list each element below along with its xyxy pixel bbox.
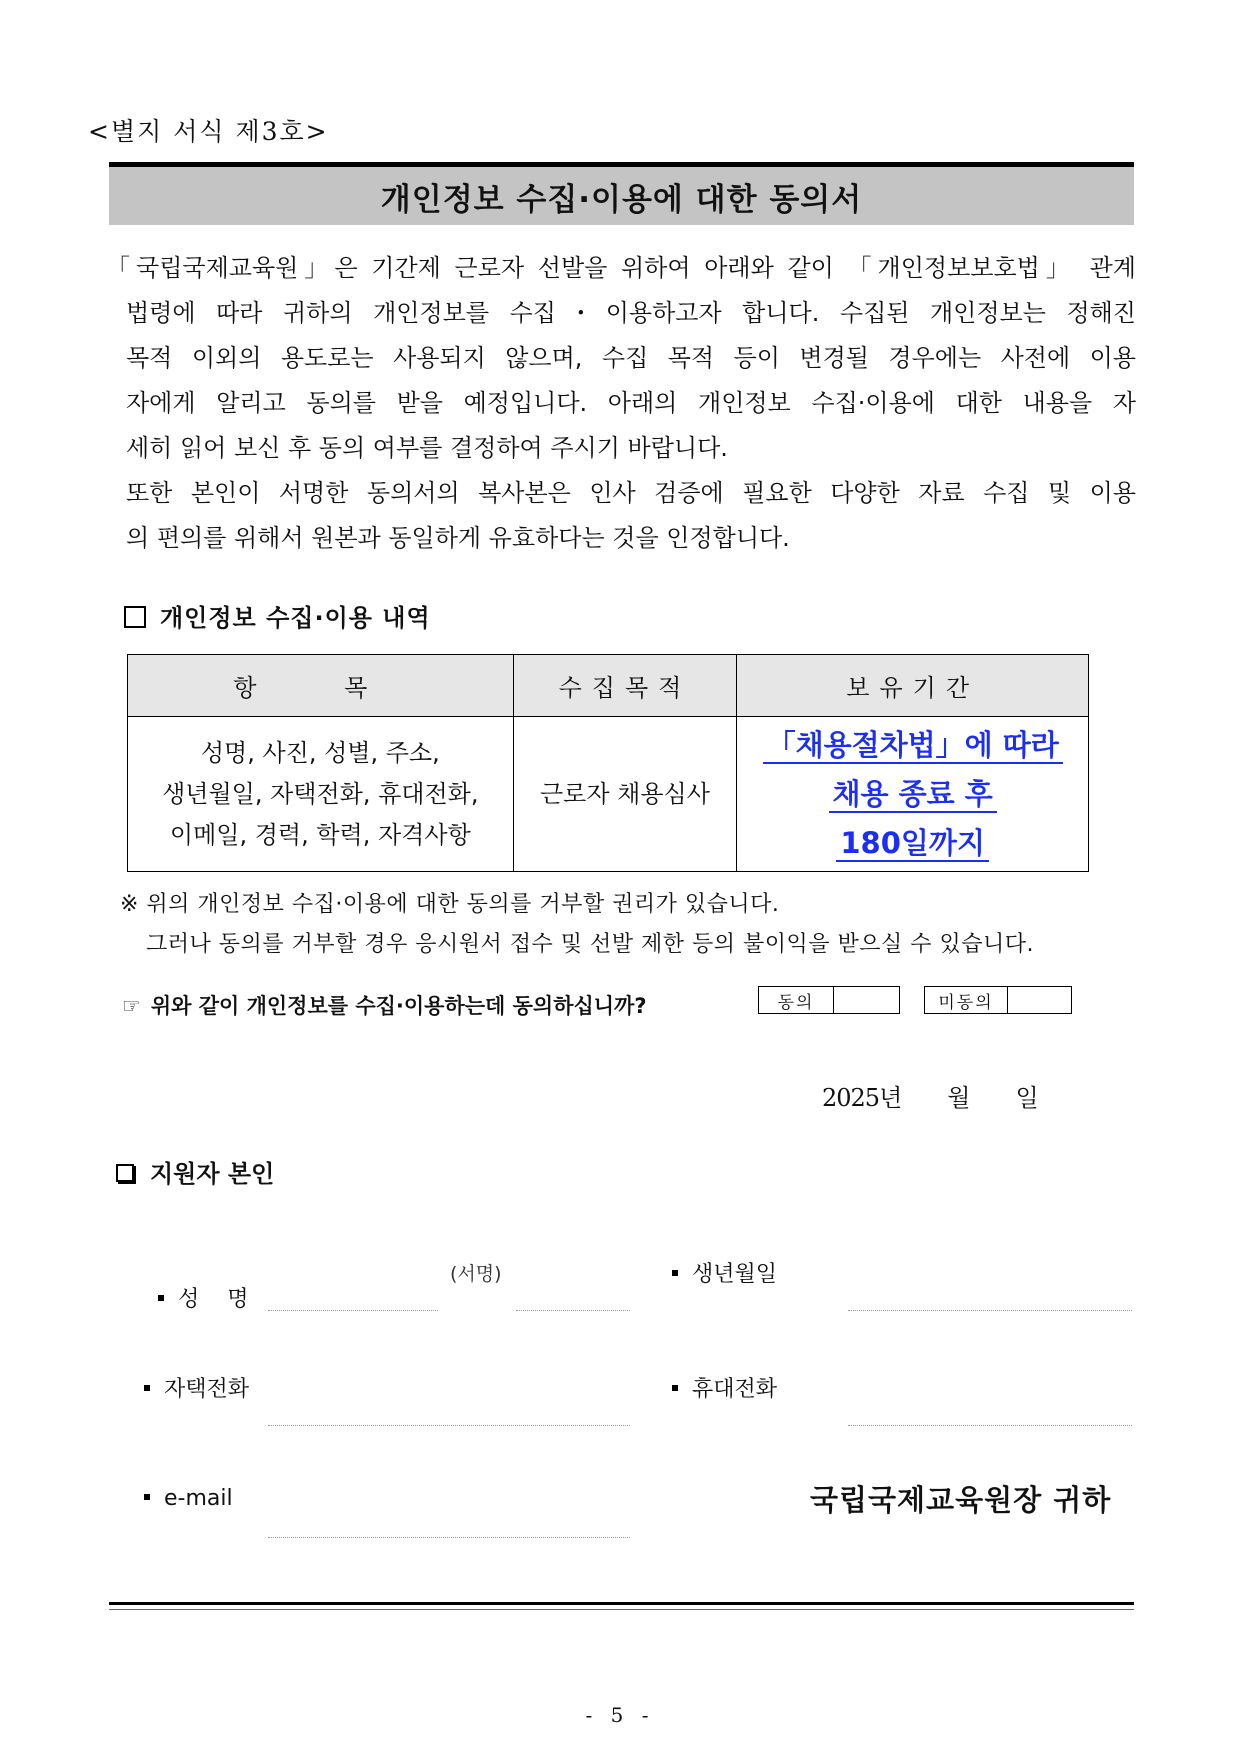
intro-paragraph <box>106 246 1136 561</box>
table-row <box>128 717 1089 872</box>
disagree-checkbox[interactable] <box>924 986 1072 1014</box>
email-input-line[interactable] <box>268 1537 630 1538</box>
agree-mark-box[interactable] <box>834 987 899 1013</box>
bullet-icon <box>144 1385 150 1391</box>
birthdate-label: 생년월일 <box>672 1257 777 1288</box>
items-line: 성명, 사진, 성별, 주소, <box>200 738 440 767</box>
home-phone-input-line[interactable] <box>268 1425 630 1426</box>
mobile-input-line[interactable] <box>848 1425 1132 1426</box>
email-label: e-mail <box>144 1486 233 1511</box>
page-number: - 5 - <box>585 1703 655 1727</box>
mobile-label: 휴대전화 <box>672 1372 777 1403</box>
collection-table <box>127 654 1089 872</box>
bottom-rule-thin <box>109 1609 1134 1610</box>
name-label: 성 명 <box>144 1257 248 1313</box>
date-day: 일 <box>1015 1084 1038 1112</box>
intro-line: 법령에 따라 귀하의 개인정보를 수집・이용하고자 합니다. 수집된 개인정보는 정해진 <box>126 299 1136 327</box>
header-retention: 보유기간 <box>737 655 1089 717</box>
intro-line: 의 편의를 위해서 원본과 동일하게 유효하다는 것을 인정합니다. <box>126 524 790 552</box>
disagree-label: 미동의 <box>925 987 1008 1013</box>
retention-line: 「채용절차법」에 따라 <box>763 728 1063 764</box>
pointing-hand-icon: ☞ <box>122 994 141 1018</box>
intro-line: 세히 읽어 보신 후 동의 여부를 결정하여 주시기 바랍니다. <box>126 434 728 462</box>
disagree-mark-box[interactable] <box>1008 987 1071 1013</box>
birthdate-input-line[interactable] <box>848 1310 1132 1311</box>
notice-line: 그러나 동의를 거부할 경우 응시원서 접수 및 선발 제한 등의 불이익을 받으실 수 있습니다. <box>146 932 1034 957</box>
bottom-rule <box>109 1602 1134 1605</box>
date-line <box>822 1078 1038 1113</box>
consent-question-text: 위와 같이 개인정보를 수집·이용하는데 동의하십니까? <box>150 994 647 1018</box>
intro-line: 「국립국제교육원」은 기간제 근로자 선발을 위하여 아래와 같이 「개인정보보호법」 관계 <box>106 254 1136 282</box>
name-input-line[interactable] <box>268 1310 438 1311</box>
cell-purpose: 근로자 채용심사 <box>513 717 737 872</box>
cell-items <box>128 717 514 872</box>
date-year: 2025년 <box>822 1084 902 1112</box>
notice-line: ※ 위의 개인정보 수집·이용에 대한 동의를 거부할 권리가 있습니다. <box>120 892 780 917</box>
bullet-icon <box>158 1295 164 1301</box>
refusal-notice <box>120 885 1034 965</box>
signature-input-line[interactable] <box>516 1310 630 1311</box>
addressee: 국립국제교육원장 귀하 <box>810 1483 1112 1517</box>
items-line: 생년월일, 자택전화, 휴대전화, <box>162 779 479 808</box>
section-heading-collection <box>124 598 431 633</box>
agree-checkbox[interactable] <box>758 986 900 1014</box>
date-month: 월 <box>947 1084 970 1112</box>
intro-line: 또한 본인이 서명한 동의서의 복사본은 인사 검증에 필요한 다양한 자료 수집 및 이용 <box>126 479 1136 507</box>
section-heading-text: 지원자 본인 <box>150 1160 275 1188</box>
header-purpose: 수집목적 <box>513 655 737 717</box>
section-heading-applicant <box>116 1154 274 1189</box>
square-bullet-icon <box>124 606 146 628</box>
retention-line: 180일까지 <box>836 826 989 862</box>
intro-line: 자에게 알리고 동의를 받을 예정입니다. 아래의 개인정보 수집·이용에 대한 내용을 자 <box>126 389 1136 417</box>
title-bar <box>109 162 1134 225</box>
bullet-icon <box>144 1494 150 1500</box>
agree-label: 동의 <box>759 987 834 1013</box>
form-number: <별지 서식 제3호> <box>88 117 329 146</box>
header-items: 항 목 <box>128 655 514 717</box>
cell-retention <box>737 717 1089 872</box>
table-header-row <box>128 655 1089 717</box>
document-title: 개인정보 수집·이용에 대한 동의서 <box>380 181 863 218</box>
bullet-icon <box>672 1270 678 1276</box>
signature-hint: (서명) <box>450 1263 502 1285</box>
shadowed-square-icon <box>116 1164 134 1182</box>
intro-line: 목적 이외의 용도로는 사용되지 않으며, 수집 목적 등이 변경될 경우에는 사전에 이용 <box>126 344 1136 372</box>
bullet-icon <box>672 1385 678 1391</box>
retention-line: 채용 종료 후 <box>829 777 997 813</box>
items-line: 이메일, 경력, 학력, 자격사항 <box>169 820 471 849</box>
section-heading-text: 개인정보 수집·이용 내역 <box>160 604 431 632</box>
consent-question <box>122 990 647 1020</box>
home-phone-label: 자택전화 <box>144 1372 249 1403</box>
